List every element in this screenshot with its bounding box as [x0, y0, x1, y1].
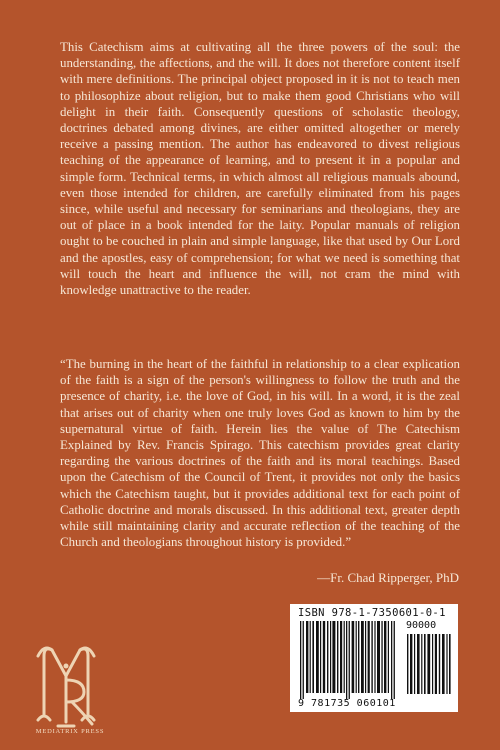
- price-code: 90000: [406, 620, 437, 631]
- isbn-barcode: [290, 604, 458, 712]
- endorsement-attribution: —Fr. Chad Ripperger, PhD: [317, 570, 459, 585]
- isbn-number: ISBN 978-1-7350601-0-1: [298, 607, 446, 619]
- publisher-name: MEDIATRIX PRESS: [35, 728, 105, 735]
- ean-digits: 9 781735 060101: [298, 698, 396, 709]
- endorsement-quote: “The burning in the heart of the faithful in relationship to a clear explication of the faith is a sign of the person's willingness to follow the truth and the presence of charity, i.e. the love of God, in his will. In a word, it is the zeal that arises out of charity when one truly loves God as known to him by the supernatural virtue of faith. Herein lies the value of The Catechism Explained by Rev. Francis Spirago. This catechism provides great clarity regarding the various doctrines of the faith and its moral teachings. Based upon the Catechism of the Council of Trent, it provides not only the basics which the Catechism taught, but it provides additional text for each point of Catholic doctrine and morals discussed. In this additional text, greater depth while still maintaining clarity and accurate reflection of the teaching of the Church and theologians throughout history is provided.”: [60, 357, 460, 550]
- book-description: This Catechism aims at cultivating all the three powers of the soul: the understanding, the affections, and the will. It does not therefore content itself with mere definitions. The principal object proposed in it is not to teach men to philosophize about religion, but to make them good Christians who will delight in their faith. Consequently questions of scholastic theology, doctrines debated among divines, are either omitted altogether or merely receive a passing mention. The author has endeavored to divest religious teaching of the appearance of learning, and to present it in a popular and simple form. Technical terms, in which almost all religious manuals abound, even those intended for children, are carefully eliminated from his pages since, while useful and necessary for seminarians and theologians, they are out of place in a book intended for the laity. Popular manuals of religion ought to be couched in plain and simple language, like that used by Our Lord and the apostles, easy of comprehension; for what we need is something that will touch the heart and influence the will, not cram the mind with knowledge unattractive to the reader.: [60, 40, 460, 298]
- mediatrix-press-logo-icon: [32, 636, 108, 732]
- addon-barcode-bars: [406, 634, 452, 694]
- ean-barcode-bars: [294, 621, 402, 699]
